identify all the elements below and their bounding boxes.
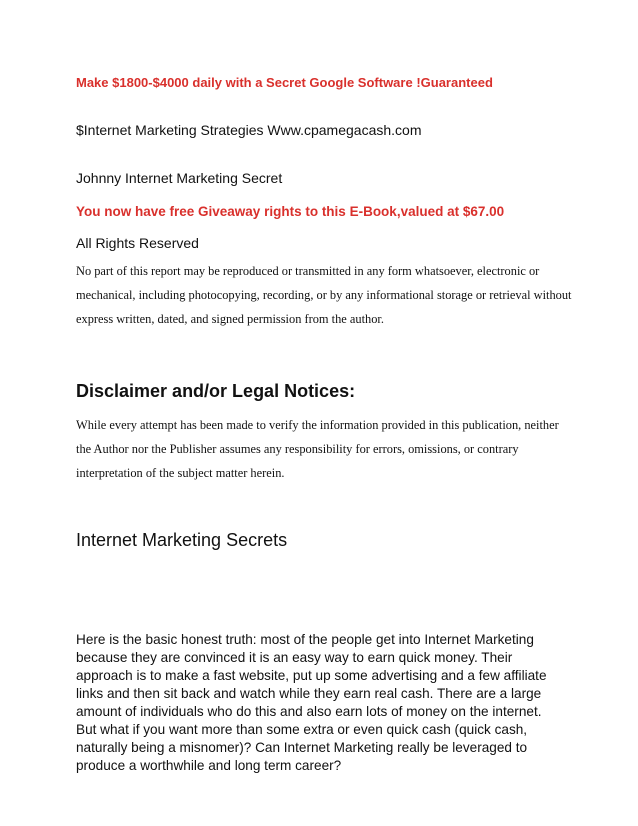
author-line: Johnny Internet Marketing Secret — [76, 170, 283, 186]
headline: Make $1800-$4000 daily with a Secret Google Software !Guaranteed — [76, 75, 493, 90]
section-heading: Internet Marketing Secrets — [76, 530, 288, 550]
rights-line: All Rights Reserved — [76, 235, 199, 251]
disclaimer-heading: Disclaimer and/or Legal Notices: — [76, 381, 356, 401]
disclaimer-paragraph: While every attempt has been made to verify the information provided in this publication, neither the Author nor the Publisher assumes any responsibility for errors, omissions, or contrary interpretation of the subject matter herein. — [76, 418, 559, 480]
site-line: $Internet Marketing Strategies Www.cpamegacash.com — [76, 122, 422, 138]
copyright-paragraph: No part of this report may be reproduced or transmitted in any form whatsoever, electronic or mechanical, including photocopying, recording, or by any informational storage or retrieval without express written, dated, and signed permission from the author. — [76, 264, 572, 326]
giveaway-line: You now have free Giveaway rights to this E-Book,valued at $67.00 — [76, 204, 505, 219]
body-paragraph: Here is the basic honest truth: most of the people get into Internet Marketing because they are convinced it is an easy way to earn quick money. Their approach is to make a fast website, put up some advertising and a few affiliate links and then sit back and watch while they earn real cash. There are a large amount of individuals who do this and also earn lots of money on the internet. But what if you want more than some extra or even quick cash (quick cash, naturally being a misnomer)? Can Internet Marketing really be leveraged to produce a worthwhile and long term career? — [76, 632, 547, 773]
